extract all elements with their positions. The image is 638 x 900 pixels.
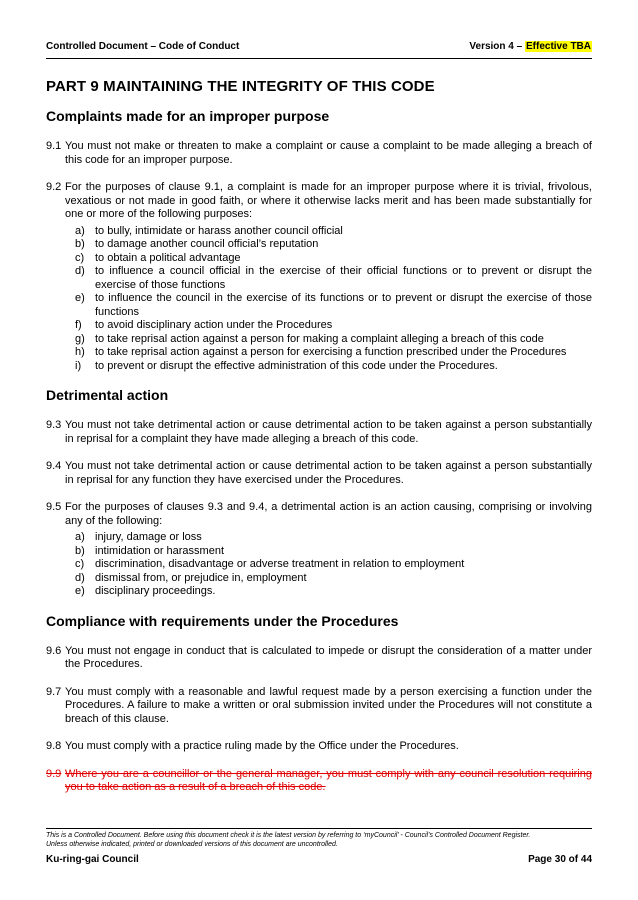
list-letter: b) bbox=[75, 238, 85, 250]
list-letter: i) bbox=[75, 359, 82, 372]
controlled-document-notice bbox=[46, 828, 592, 849]
list-item-text: to avoid disciplinary action under the Procedures bbox=[95, 319, 333, 331]
list-item-text: disciplinary proceedings. bbox=[95, 585, 216, 597]
list-item-text: discrimination, disadvantage or adverse treatment in relation to employment bbox=[95, 558, 465, 570]
clause-9-6 bbox=[46, 645, 592, 672]
clause-text: You must comply with a practice ruling made by the Office under the Procedures. bbox=[65, 740, 459, 752]
clause-number: 9.8 bbox=[46, 740, 62, 752]
list-item bbox=[46, 531, 592, 545]
footer-page-number: Page 30 of 44 bbox=[528, 854, 592, 865]
header-document-title: Controlled Document – Code of Conduct bbox=[46, 41, 240, 52]
list-item bbox=[46, 346, 592, 360]
header-version bbox=[469, 41, 592, 52]
footer-organisation: Ku-ring-gai Council bbox=[46, 854, 139, 865]
page-content bbox=[46, 78, 592, 809]
list-item-text: to prevent or disrupt the effective administration of this code under the Procedures. bbox=[95, 359, 498, 372]
list-letter: e) bbox=[75, 292, 85, 304]
clause-9-1 bbox=[46, 140, 592, 167]
clause-9-2-list bbox=[46, 225, 592, 374]
list-item bbox=[46, 585, 592, 599]
clause-number: 9.1 bbox=[46, 140, 62, 152]
clause-9-8 bbox=[46, 740, 592, 754]
clause-9-2 bbox=[46, 181, 592, 222]
clause-number: 9.5 bbox=[46, 501, 62, 513]
clause-text: For the purposes of clause 9.1, a complaint is made for an improper purpose where it is trivial, frivolous, vexatious or not made in good faith, or where it otherwise lacks merit and has been made substantially for one or more of the following purposes: bbox=[65, 181, 592, 220]
section-heading: Detrimental action bbox=[46, 387, 169, 403]
clause-9-3 bbox=[46, 419, 592, 446]
notice-line: This is a Controlled Document. Before using this document check it is the latest version by referring to ‘myCouncil’ - Council’s Controlled Document Register. bbox=[46, 832, 531, 839]
clause-number: 9.3 bbox=[46, 419, 62, 431]
header-version-prefix: Version 4 – bbox=[469, 41, 525, 52]
clause-number: 9.9 bbox=[46, 767, 62, 780]
clause-number: 9.6 bbox=[46, 644, 62, 657]
list-item bbox=[46, 292, 592, 319]
header-version-highlight: Effective TBA bbox=[525, 41, 591, 52]
list-item bbox=[46, 572, 592, 586]
page-footer bbox=[46, 854, 592, 865]
section-heading: Complaints made for an improper purpose bbox=[46, 108, 330, 124]
list-item-text: to take reprisal action against a person for exercising a function prescribed under the Procedures bbox=[95, 346, 567, 358]
page-header bbox=[46, 38, 592, 59]
list-item-text: to take reprisal action against a person for making a complaint alleging a breach of this code bbox=[95, 332, 544, 345]
list-item bbox=[46, 558, 592, 572]
notice-line: Unless otherwise indicated, printed or downloaded versions of this document are uncontrolled. bbox=[46, 841, 338, 848]
list-letter: g) bbox=[75, 332, 85, 345]
list-item-text: to obtain a political advantage bbox=[95, 251, 241, 264]
clause-number: 9.2 bbox=[46, 181, 62, 193]
part-title: PART 9 MAINTAINING THE INTEGRITY OF THIS CODE bbox=[46, 78, 435, 95]
list-item bbox=[46, 360, 592, 374]
list-letter: e) bbox=[75, 585, 85, 597]
list-item-text: injury, damage or loss bbox=[95, 531, 202, 543]
clause-text: You must not engage in conduct that is calculated to impede or disrupt the consideration of a matter under the Procedures. bbox=[65, 644, 592, 670]
clause-number: 9.4 bbox=[46, 460, 62, 472]
clause-9-7 bbox=[46, 686, 592, 727]
clause-text: You must not take detrimental action or cause detrimental action to be taken against a person substantially in reprisal for any function they have exercised under the Procedures. bbox=[65, 460, 592, 486]
list-item bbox=[46, 238, 592, 252]
clause-text: For the purposes of clauses 9.3 and 9.4, a detrimental action is an action causing, comprising or involving any of the following: bbox=[65, 501, 592, 527]
clause-text: You must not take detrimental action or cause detrimental action to be taken against a person substantially in reprisal for a complaint they have made alleging a breach of this code. bbox=[65, 419, 592, 445]
list-item bbox=[46, 252, 592, 266]
list-item-text: to influence a council official in the exercise of their official functions or to prevent or disrupt the exercise of those functions bbox=[95, 265, 592, 291]
list-letter: c) bbox=[75, 558, 85, 570]
list-letter: c) bbox=[75, 251, 85, 264]
list-item bbox=[46, 319, 592, 333]
clause-number: 9.7 bbox=[46, 685, 62, 698]
clause-text: You must not make or threaten to make a complaint or cause a complaint to be made alleging a breach of this code for an improper purpose. bbox=[65, 140, 592, 166]
list-letter: d) bbox=[75, 265, 85, 277]
list-item-text: to damage another council official’s reputation bbox=[95, 238, 319, 250]
clause-9-9-deleted bbox=[46, 768, 592, 795]
list-letter: d) bbox=[75, 571, 85, 584]
list-item bbox=[46, 225, 592, 239]
list-item-text: to influence the council in the exercise of its functions or to prevent or disrupt the exercise of those functions bbox=[95, 292, 592, 318]
list-item bbox=[46, 545, 592, 559]
list-letter: h) bbox=[75, 346, 85, 358]
list-letter: a) bbox=[75, 531, 85, 543]
clause-9-5-list bbox=[46, 531, 592, 599]
section-heading: Compliance with requirements under the Procedures bbox=[46, 612, 399, 629]
list-item-text: dismissal from, or prejudice in, employment bbox=[95, 571, 307, 584]
list-letter: f) bbox=[75, 319, 82, 331]
list-item-text: intimidation or harassment bbox=[95, 544, 225, 557]
list-item bbox=[46, 333, 592, 347]
clause-9-5 bbox=[46, 501, 592, 528]
list-item bbox=[46, 265, 592, 292]
clause-text: You must comply with a reasonable and lawful request made by a person exercising a function under the Procedures. A failure to make a written or oral submission invited under the Procedures will not constitute a breach of this clause. bbox=[65, 685, 592, 725]
list-letter: b) bbox=[75, 544, 85, 557]
clause-9-4 bbox=[46, 460, 592, 487]
clause-text: Where you are a councillor or the general manager, you must comply with any council resolution requiring you to take action as a result of a breach of this code. bbox=[65, 767, 592, 793]
list-letter: a) bbox=[75, 224, 85, 237]
list-item-text: to bully, intimidate or harass another council official bbox=[95, 224, 343, 237]
